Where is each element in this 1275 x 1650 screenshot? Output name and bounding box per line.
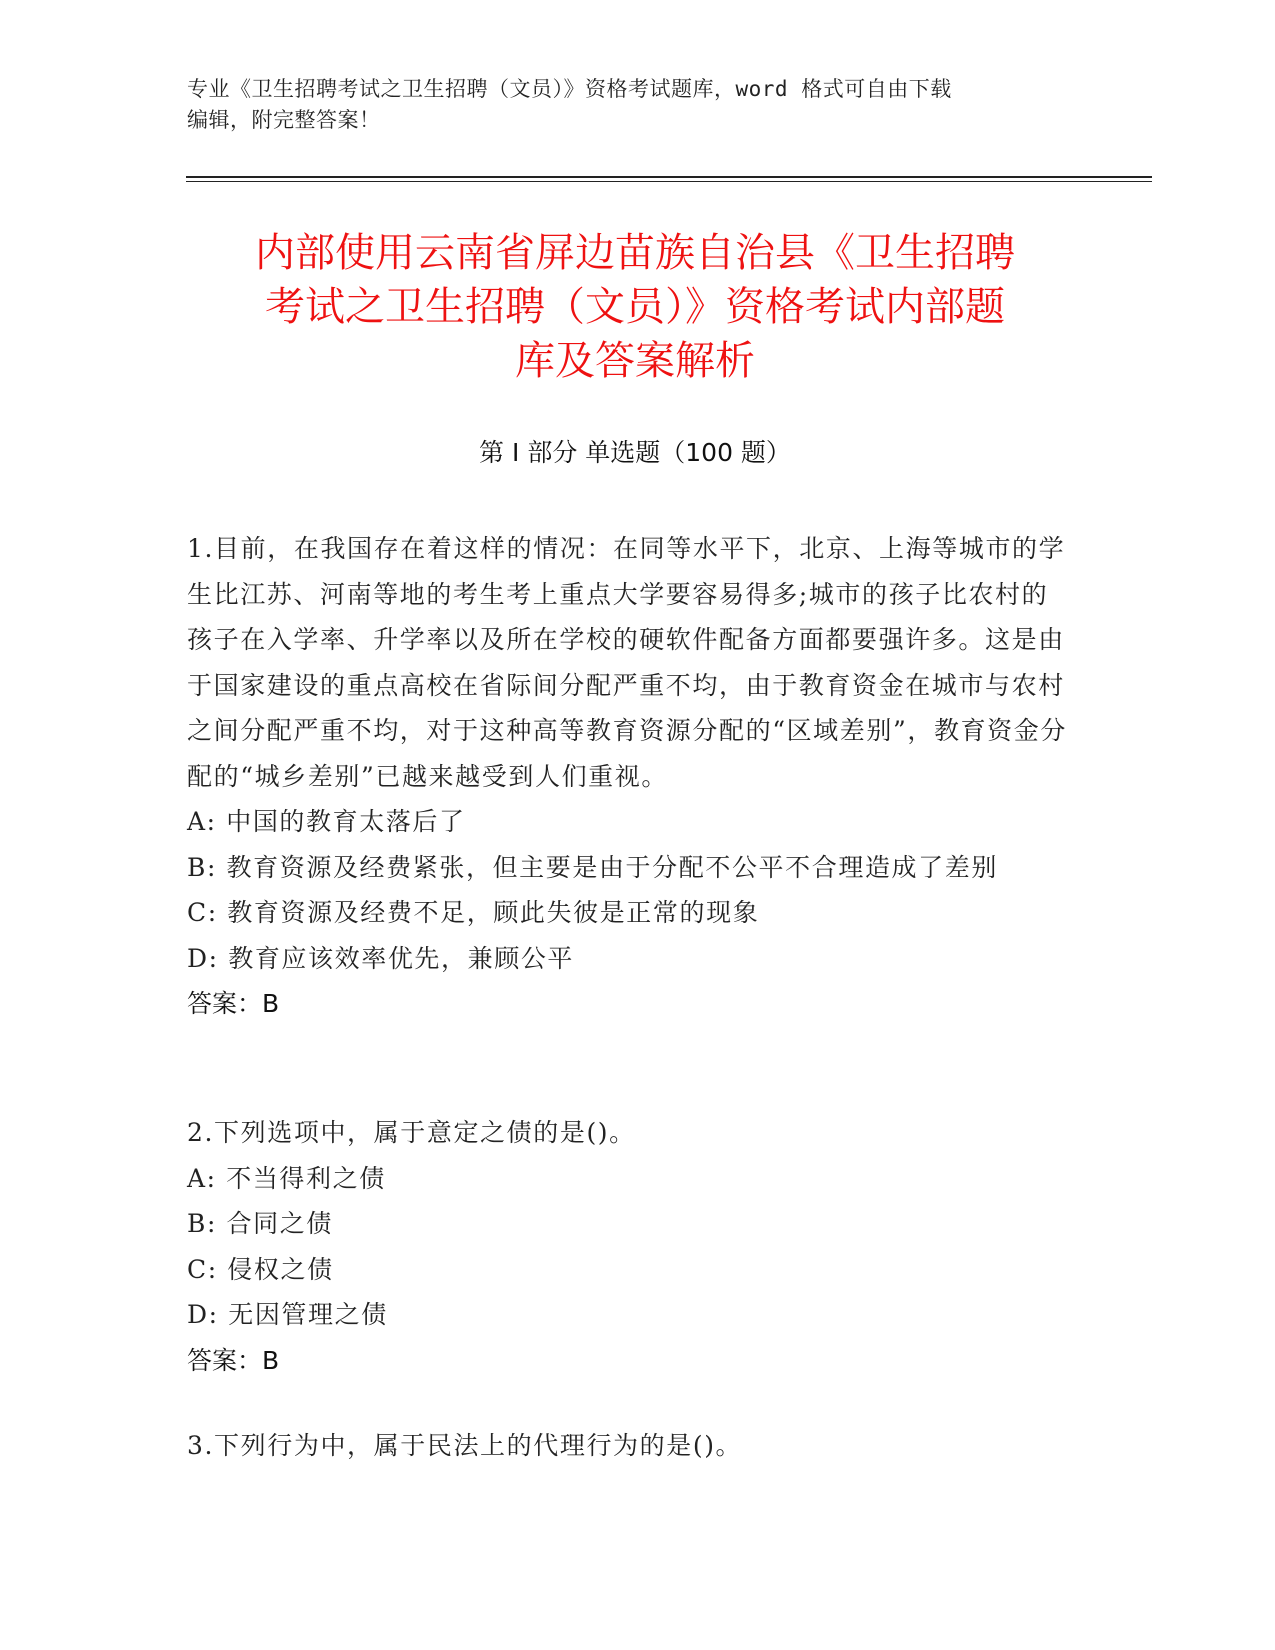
header-rule-thin (186, 181, 1152, 182)
option-b: B: 合同之债 (187, 1209, 333, 1238)
option-c: C: 教育资源及经费不足，顾此失彼是正常的现象 (187, 898, 760, 927)
section-heading: 第 I 部分 单选题（100 题） (479, 438, 791, 467)
header-rule-thick (186, 176, 1152, 178)
option-a: A: 中国的教育太落后了 (187, 807, 466, 836)
answer: 答案：B (187, 989, 280, 1018)
answer: 答案：B (187, 1345, 280, 1375)
header-note (187, 74, 1087, 136)
document-title-line-1: 内部使用云南省屏边苗族自治县《卫生招聘 (255, 230, 1015, 276)
document-title-line-2: 考试之卫生招聘（文员）》资格考试内部题 (265, 284, 1005, 330)
document-title (180, 226, 1090, 388)
question-2 (187, 1110, 1067, 1383)
header-note-line-2: 编辑，附完整答案！ (187, 108, 381, 132)
header-note-line-1: 专业《卫生招聘考试之卫生招聘（文员）》资格考试题库，word 格式可自由下载 (187, 77, 952, 101)
option-d: D: 无因管理之债 (187, 1300, 388, 1329)
document-title-line-3: 库及答案解析 (515, 338, 755, 384)
option-b: B: 教育资源及经费紧张，但主要是由于分配不公平不合理造成了差别 (187, 852, 998, 882)
question-3 (187, 1423, 1067, 1469)
question-stem: 3.下列行为中，属于民法上的代理行为的是()。 (187, 1431, 743, 1460)
question-1 (187, 526, 1067, 1027)
option-d: D: 教育应该效率优先，兼顾公平 (187, 943, 575, 973)
question-stem: 2.下列选项中，属于意定之债的是()。 (187, 1118, 636, 1147)
option-c: C: 侵权之债 (187, 1254, 334, 1284)
option-a: A: 不当得利之债 (187, 1163, 386, 1193)
question-stem: 1.目前，在我国存在着这样的情况：在同等水平下，北京、上海等城市的学生比江苏、河南等地的考生考上重点大学要容易得多;城市的孩子比农村的孩子在入学率、升学率以及所在学校的硬软件配备方面都要强许多。这是由于国家建设的重点高校在省际间分配严重不均，由于教育资金在城市与农村之间分配严重不均，对于这种高等教育资源分配的“区域差别”，教育资金分配的“城乡差别”已越来越受到人们重视。 (187, 534, 1067, 791)
